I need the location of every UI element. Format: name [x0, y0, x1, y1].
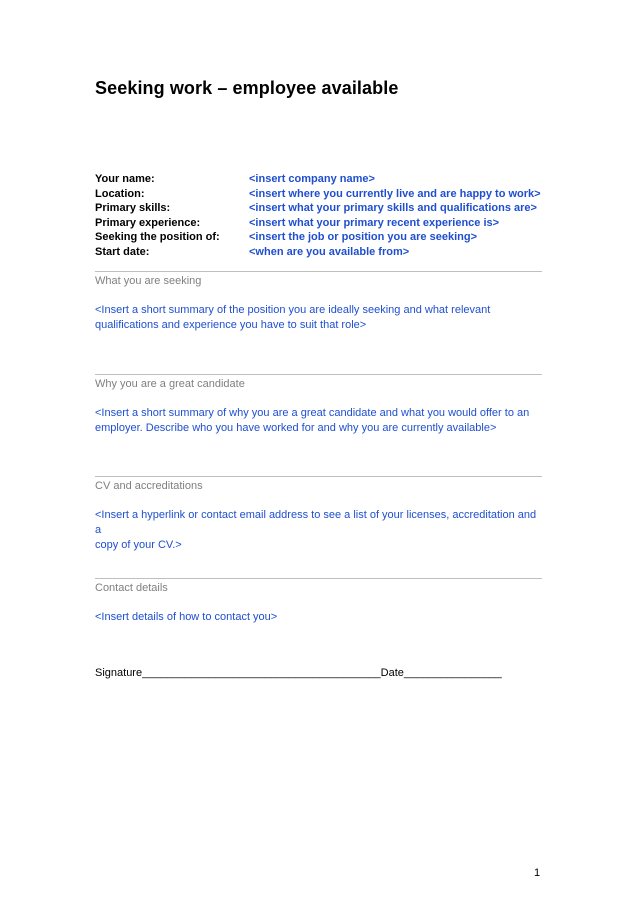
section-heading: Why you are a great candidate — [95, 378, 245, 390]
value-location: <insert where you currently live and are happy to work> — [249, 187, 541, 200]
section-body: <Insert a short summary of why you are a great candidate and what you would offer to an employer. Describe who you have worked for and why you are currently available> — [95, 407, 530, 434]
section-divider — [95, 578, 542, 579]
label-primary-skills: Primary skills: — [95, 202, 171, 215]
section-body: <Insert a short summary of the position you are ideally seeking and what relevant qualifications and experience you have to suit that role> — [95, 304, 491, 331]
section-cv-accreditations — [95, 476, 542, 553]
label-location: Location: — [95, 187, 145, 200]
details-row-name — [95, 172, 543, 187]
section-contact-details — [95, 578, 542, 625]
section-body: <Insert details of how to contact you> — [95, 611, 278, 623]
section-divider — [95, 476, 542, 477]
signature-date-line: Signature_______________________________________Date________________ — [95, 667, 502, 679]
label-your-name: Your name: — [95, 173, 155, 185]
value-primary-skills: <insert what your primary skills and qualifications are> — [249, 202, 537, 215]
details-row-location — [95, 187, 543, 202]
details-table — [95, 172, 543, 260]
section-what-you-are-seeking — [95, 271, 542, 333]
section-divider — [95, 374, 542, 375]
section-divider — [95, 271, 542, 272]
section-heading: Contact details — [95, 582, 168, 594]
details-row-start-date — [95, 245, 543, 260]
details-row-position — [95, 230, 543, 245]
label-start-date: Start date: — [95, 245, 150, 258]
value-start-date: <when are you available from> — [249, 245, 410, 258]
value-primary-experience: <insert what your primary recent experience is> — [249, 216, 500, 229]
value-seeking-position: <insert the job or position you are seeking> — [249, 231, 477, 244]
section-heading: What you are seeking — [95, 275, 202, 287]
label-primary-experience: Primary experience: — [95, 216, 201, 229]
section-body: <Insert a hyperlink or contact email address to see a list of your licenses, accreditation and a copy of your CV.> — [95, 509, 537, 551]
details-row-skills — [95, 201, 543, 216]
page-title: Seeking work – employee available — [95, 78, 399, 98]
label-seeking-position: Seeking the position of: — [95, 231, 220, 244]
value-your-name: <insert company name> — [249, 173, 375, 185]
page-number: 1 — [534, 867, 541, 879]
section-heading: CV and accreditations — [95, 480, 203, 492]
section-great-candidate — [95, 374, 542, 436]
details-row-experience — [95, 216, 543, 231]
